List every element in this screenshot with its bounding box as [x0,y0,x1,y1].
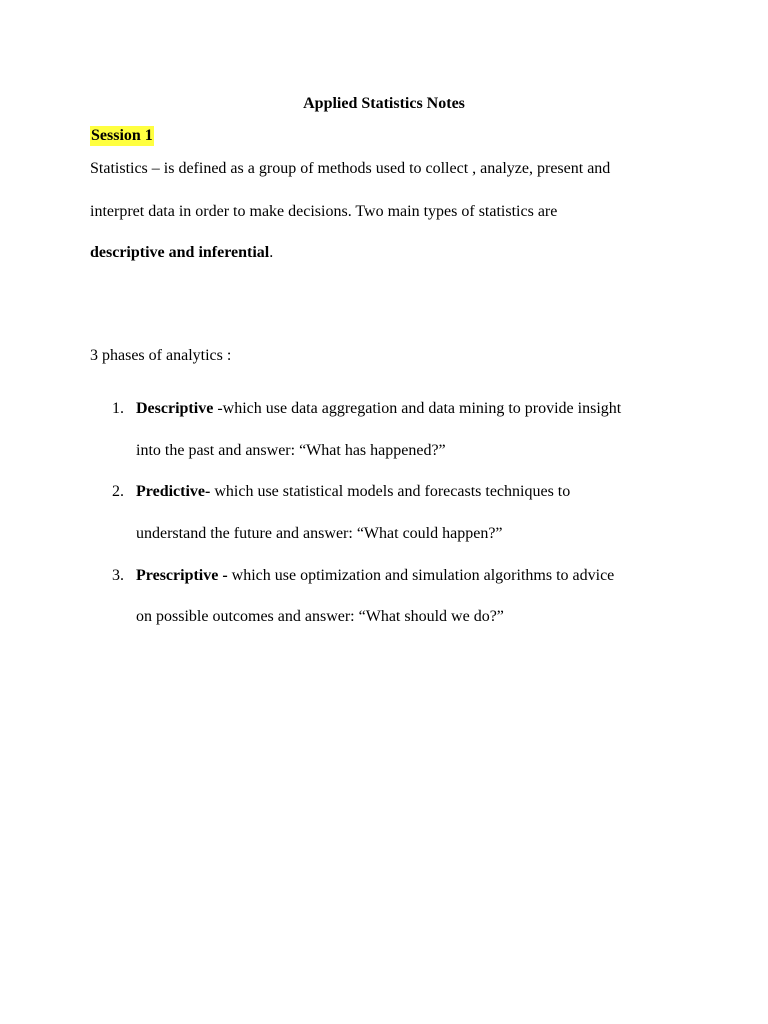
list-item-prescriptive-line-2: on possible outcomes and answer: “What should we do?” [136,608,504,625]
list-term: Descriptive [136,400,214,417]
list-text: -which use data aggregation and data mining to provide insight [213,400,622,417]
list-term: Prescriptive - [136,567,228,584]
list-number: 2. [112,483,124,500]
document-title: Applied Statistics Notes [303,95,465,112]
list-item-predictive-line-1 [136,482,570,502]
session-heading: Session 1 [91,127,153,144]
intro-bold-terms: descriptive and inferential [90,244,270,261]
list-number: 1. [112,400,124,417]
intro-line-1: Statistics – is defined as a group of methods used to collect , analyze, present and [90,160,611,177]
intro-line-2: interpret data in order to make decisions. Two main types of statistics are [90,203,558,220]
phases-heading: 3 phases of analytics : [90,347,232,364]
intro-line-3-rest: . [269,244,274,261]
list-item-descriptive-line-2: into the past and answer: “What has happened?” [136,442,446,459]
list-text: which use statistical models and forecasts techniques to [210,483,571,500]
list-number: 3. [112,567,124,584]
list-item-prescriptive-line-1 [136,566,614,586]
list-item-predictive-line-2: understand the future and answer: “What could happen?” [136,525,503,542]
list-term: Predictive- [136,483,211,500]
list-item-descriptive-line-1 [136,399,621,419]
intro-line-3 [90,243,273,263]
list-text: which use optimization and simulation algorithms to advice [227,567,615,584]
